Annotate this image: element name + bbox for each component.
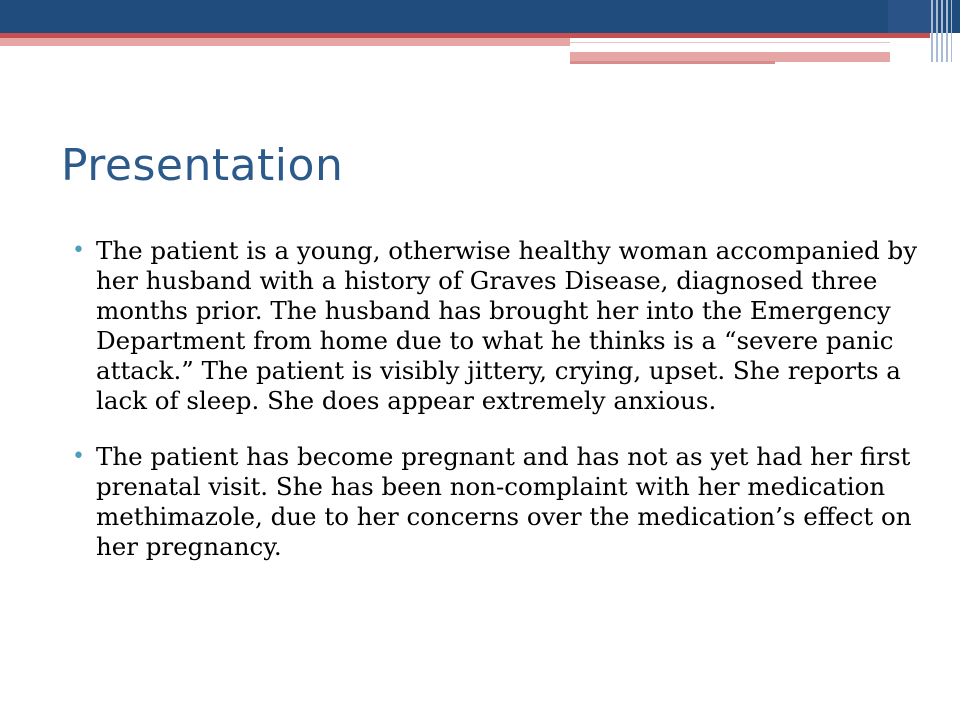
- bullet-text: The patient has become pregnant and has not as yet had her first prenatal visit. She has been non-complaint with her medication methimazole, due to her concerns over the medication’s effect on her pregnancy.: [96, 442, 912, 561]
- header-banner-red-accent: [570, 61, 775, 64]
- header-stripe: [946, 0, 948, 62]
- bullet-list: [70, 236, 920, 562]
- bullet-item: [70, 236, 920, 416]
- bullet-item: [70, 442, 920, 562]
- bullet-text: The patient is a young, otherwise healthy woman accompanied by her husband with a history of Graves Disease, diagnosed three months prior. The husband has brought her into the Emergency Department from home due to what he thinks is a “severe panic attack.” The patient is visibly jittery, crying, upset. She reports a lack of sleep. She does appear extremely anxious.: [96, 236, 918, 415]
- header-stripe: [931, 0, 933, 62]
- slide-title: Presentation: [61, 140, 344, 191]
- header-stripe: [951, 0, 952, 62]
- header-banner-divider: [570, 42, 890, 49]
- bullet-dot-icon: •: [72, 238, 85, 263]
- header-banner-blue: [0, 0, 960, 33]
- header-stripe: [936, 0, 938, 62]
- header-stripe: [941, 0, 943, 62]
- bullet-dot-icon: •: [72, 444, 85, 469]
- header-banner-pink-left: [0, 38, 570, 46]
